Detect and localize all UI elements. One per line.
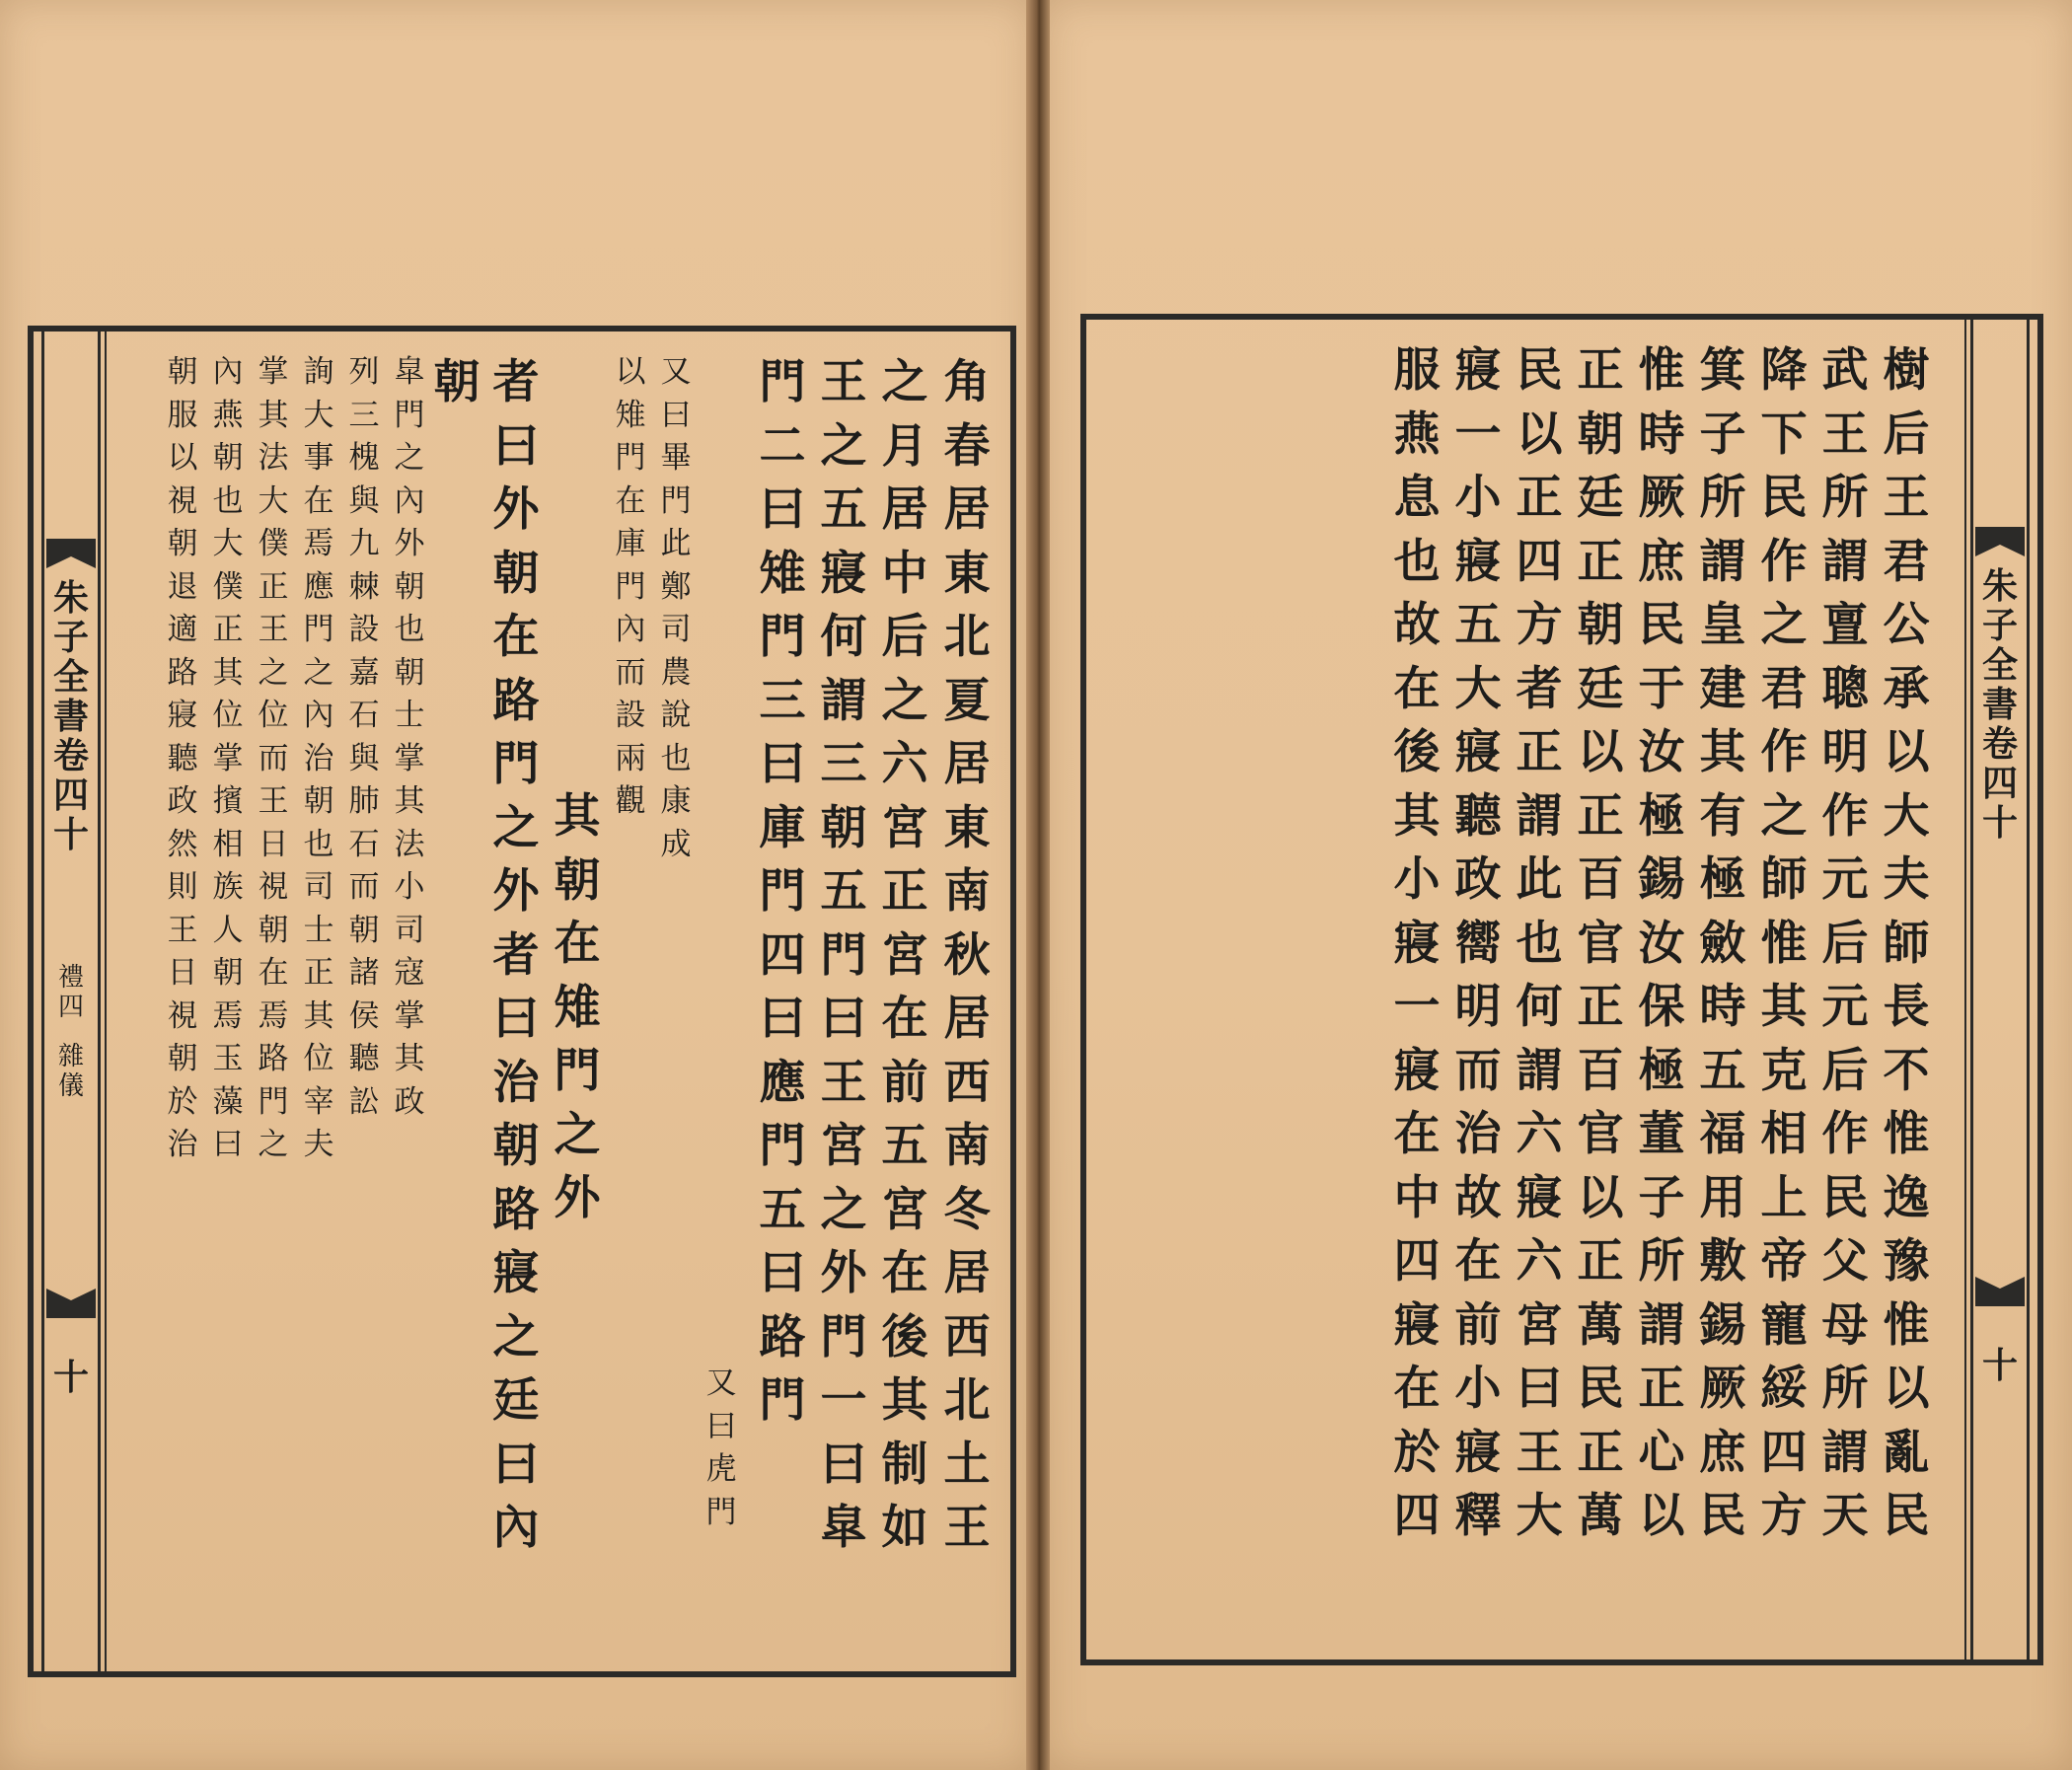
right-text-column: 武 王 所 謂 亶 聰 明 作 元 后 元 后 作 民 父 母 所 謂 天 (1821, 343, 1869, 1543)
left-text-column: 王 之 五 寢 何 謂 三 朝 五 門 曰 王 宮 之 外 門 一 曰 皐 (820, 355, 867, 1555)
left-inner-rule (105, 332, 107, 1671)
right-text-column: 惟 時 厥 庶 民 于 汝 極 錫 汝 保 極 董 子 所 謂 正 心 以 (1638, 343, 1685, 1543)
left-lower-fishtail (46, 1289, 96, 1318)
left-text-column: 列 三 槐 與 九 棘 設 嘉 石 與 肺 石 而 朝 諸 侯 聽 訟 (348, 354, 380, 1120)
right-upper-fishtail (1975, 527, 2025, 556)
left-text-column: 角 春 居 東 北 夏 居 東 南 秋 居 西 南 冬 居 西 北 土 王 (943, 355, 991, 1555)
right-text-column: 民 以 正 四 方 者 正 謂 此 也 何 謂 六 寢 六 宮 曰 王 大 (1516, 343, 1563, 1543)
left-text-column: 詢 大 事 在 焉 應 門 之 內 治 朝 也 司 士 正 其 位 宰 夫 (303, 354, 334, 1162)
left-text-column: 朝 服 以 視 朝 退 適 路 寢 聽 政 然 則 王 日 視 朝 於 治 (167, 354, 198, 1162)
left-margin-folio: 十 (52, 1357, 89, 1398)
right-page-frame (1080, 314, 2043, 1665)
right-margin-folio: 十 (1981, 1345, 2018, 1386)
left-text-column: 以 雉 門 在 庫 門 內 而 設 兩 觀 (615, 354, 646, 819)
right-lower-fishtail (1975, 1277, 2025, 1306)
left-text-column: 之 月 居 中 后 之 六 宮 正 宮 在 前 五 宮 在 後 其 制 如 (881, 355, 928, 1555)
right-text-column: 寢 一 小 寢 五 大 寢 聽 政 嚮 明 而 治 故 在 前 小 寢 釋 (1454, 343, 1502, 1543)
book-gutter (1026, 0, 1050, 1770)
right-text-column: 樹 后 王 君 公 承 以 大 夫 師 長 不 惟 逸 豫 惟 以 亂 民 (1883, 343, 1930, 1543)
left-text-column: 掌 其 法 大 僕 正 王 之 位 而 王 日 視 朝 在 焉 路 門 之 (258, 354, 289, 1162)
left-text-column: 內 燕 朝 也 大 僕 正 其 位 掌 擯 相 族 人 朝 焉 玉 藻 曰 (212, 354, 244, 1162)
right-text-column: 正 朝 廷 正 朝 廷 以 正 百 官 正 百 官 以 正 萬 民 正 萬 (1577, 343, 1624, 1543)
left-margin-chapter: 禮 四 雜 儀 (57, 963, 84, 1101)
left-text-column: 門 二 曰 雉 門 三 曰 庫 門 四 曰 應 門 五 曰 路 門 (759, 355, 806, 1428)
left-center-margin (41, 332, 101, 1671)
left-text-column: 朝 (433, 355, 481, 409)
left-text-column: 又 曰 畢 門 此 鄭 司 農 說 也 康 成 (660, 354, 692, 862)
right-text-column: 服 燕 息 也 故 在 後 其 小 寢 一 寢 在 中 四 寢 在 於 四 (1393, 343, 1441, 1543)
left-text-column: 其 朝 在 雉 門 之 外 (554, 789, 601, 1225)
left-upper-fishtail (46, 539, 96, 568)
left-margin-title: 朱 子 全 書 卷 四 十 (52, 577, 89, 855)
right-text-column: 箕 子 所 謂 皇 建 其 有 極 斂 時 五 福 用 敷 錫 厥 庶 民 (1699, 343, 1746, 1543)
right-text-column: 降 下 民 作 之 君 作 之 師 惟 其 克 相 上 帝 寵 綏 四 方 (1760, 343, 1808, 1543)
left-page-frame (28, 326, 1016, 1677)
left-text-column: 者 曰 外 朝 在 路 門 之 外 者 曰 治 朝 路 寢 之 廷 曰 內 (492, 355, 540, 1555)
left-text-column: 又 曰 虎 門 (705, 1365, 737, 1530)
right-center-margin (1970, 320, 2030, 1659)
right-inner-rule (1964, 320, 1966, 1659)
left-text-column: 皐 門 之 內 外 朝 也 朝 士 掌 其 法 小 司 寇 掌 其 政 (394, 354, 425, 1120)
right-margin-title: 朱 子 全 書 卷 四 十 (1981, 565, 2018, 844)
